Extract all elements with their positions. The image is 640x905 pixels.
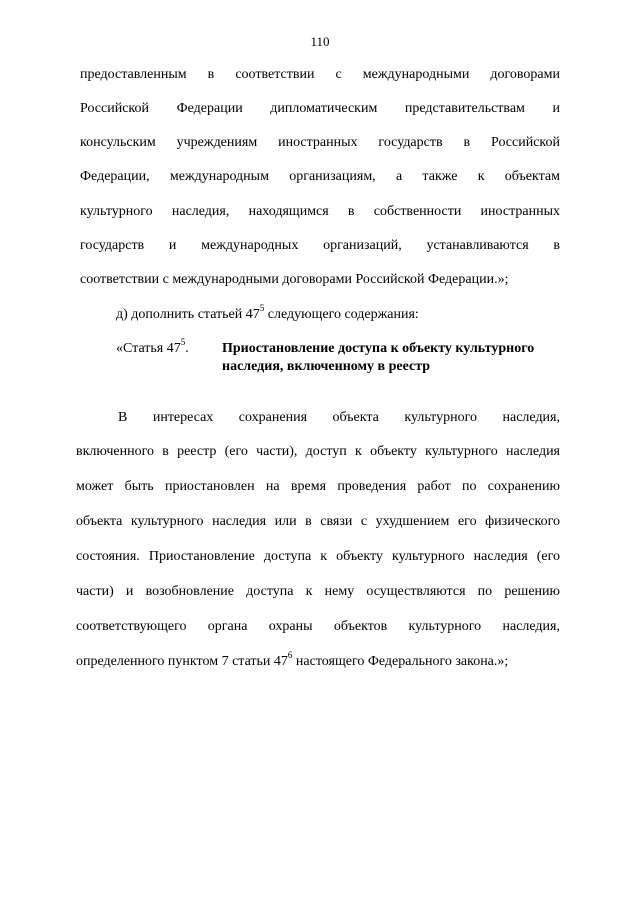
item-d-text: д) дополнить статьей 47 bbox=[116, 307, 260, 322]
item-d-sup: 5 bbox=[259, 303, 265, 314]
text-line: соответствующего органа охраны объектов культурного наследия, bbox=[76, 619, 560, 634]
text-line: В интересах сохранения объекта культурного наследия, bbox=[118, 410, 560, 425]
text-line: культурного наследия, находящимся в собственности иностранных bbox=[80, 204, 560, 219]
item-d bbox=[116, 303, 419, 324]
article-title-line: Приостановление доступа к объекту культурного bbox=[222, 341, 535, 356]
article-label-sup: 5 bbox=[180, 337, 186, 348]
text-line: части) и возобновление доступа к нему осуществляются по решению bbox=[76, 584, 560, 599]
article-label bbox=[116, 337, 189, 358]
last-line-text: определенного пунктом 7 статьи 47 bbox=[76, 654, 288, 669]
last-line-text-end: настоящего Федерального закона.»; bbox=[292, 654, 509, 669]
text-line: Федерации, международным организациям, а также к объектам bbox=[80, 169, 560, 184]
text-line: государств и международных организаций, устанавливаются в bbox=[80, 238, 560, 253]
text-line: объекта культурного наследия или в связи с ухудшением его физического bbox=[76, 514, 560, 529]
text-line: Российской Федерации дипломатическим представительствам и bbox=[80, 101, 560, 116]
item-d-text-end: следующего содержания: bbox=[264, 307, 419, 322]
text-line: состояния. Приостановление доступа к объекту культурного наследия (его bbox=[76, 549, 560, 564]
article-label-text: «Статья 47 bbox=[116, 341, 181, 356]
last-line-sup: 6 bbox=[287, 650, 293, 661]
page-number: 110 bbox=[310, 34, 330, 49]
article-label-end: . bbox=[185, 341, 189, 356]
article-title bbox=[222, 340, 562, 376]
text-line: может быть приостановлен на время проведения работ по сохранению bbox=[76, 479, 560, 494]
text-line: соответствии с международными договорами Российской Федерации.»; bbox=[80, 272, 509, 287]
text-line: предоставленным в соответствии с международными договорами bbox=[80, 67, 560, 82]
text-line: включенного в реестр (его части), доступ к объекту культурного наследия bbox=[76, 444, 560, 459]
text-line: консульским учреждениям иностранных государств в Российской bbox=[80, 135, 560, 150]
text-line-last bbox=[76, 650, 509, 671]
article-title-line: наследия, включенному в реестр bbox=[222, 359, 431, 374]
